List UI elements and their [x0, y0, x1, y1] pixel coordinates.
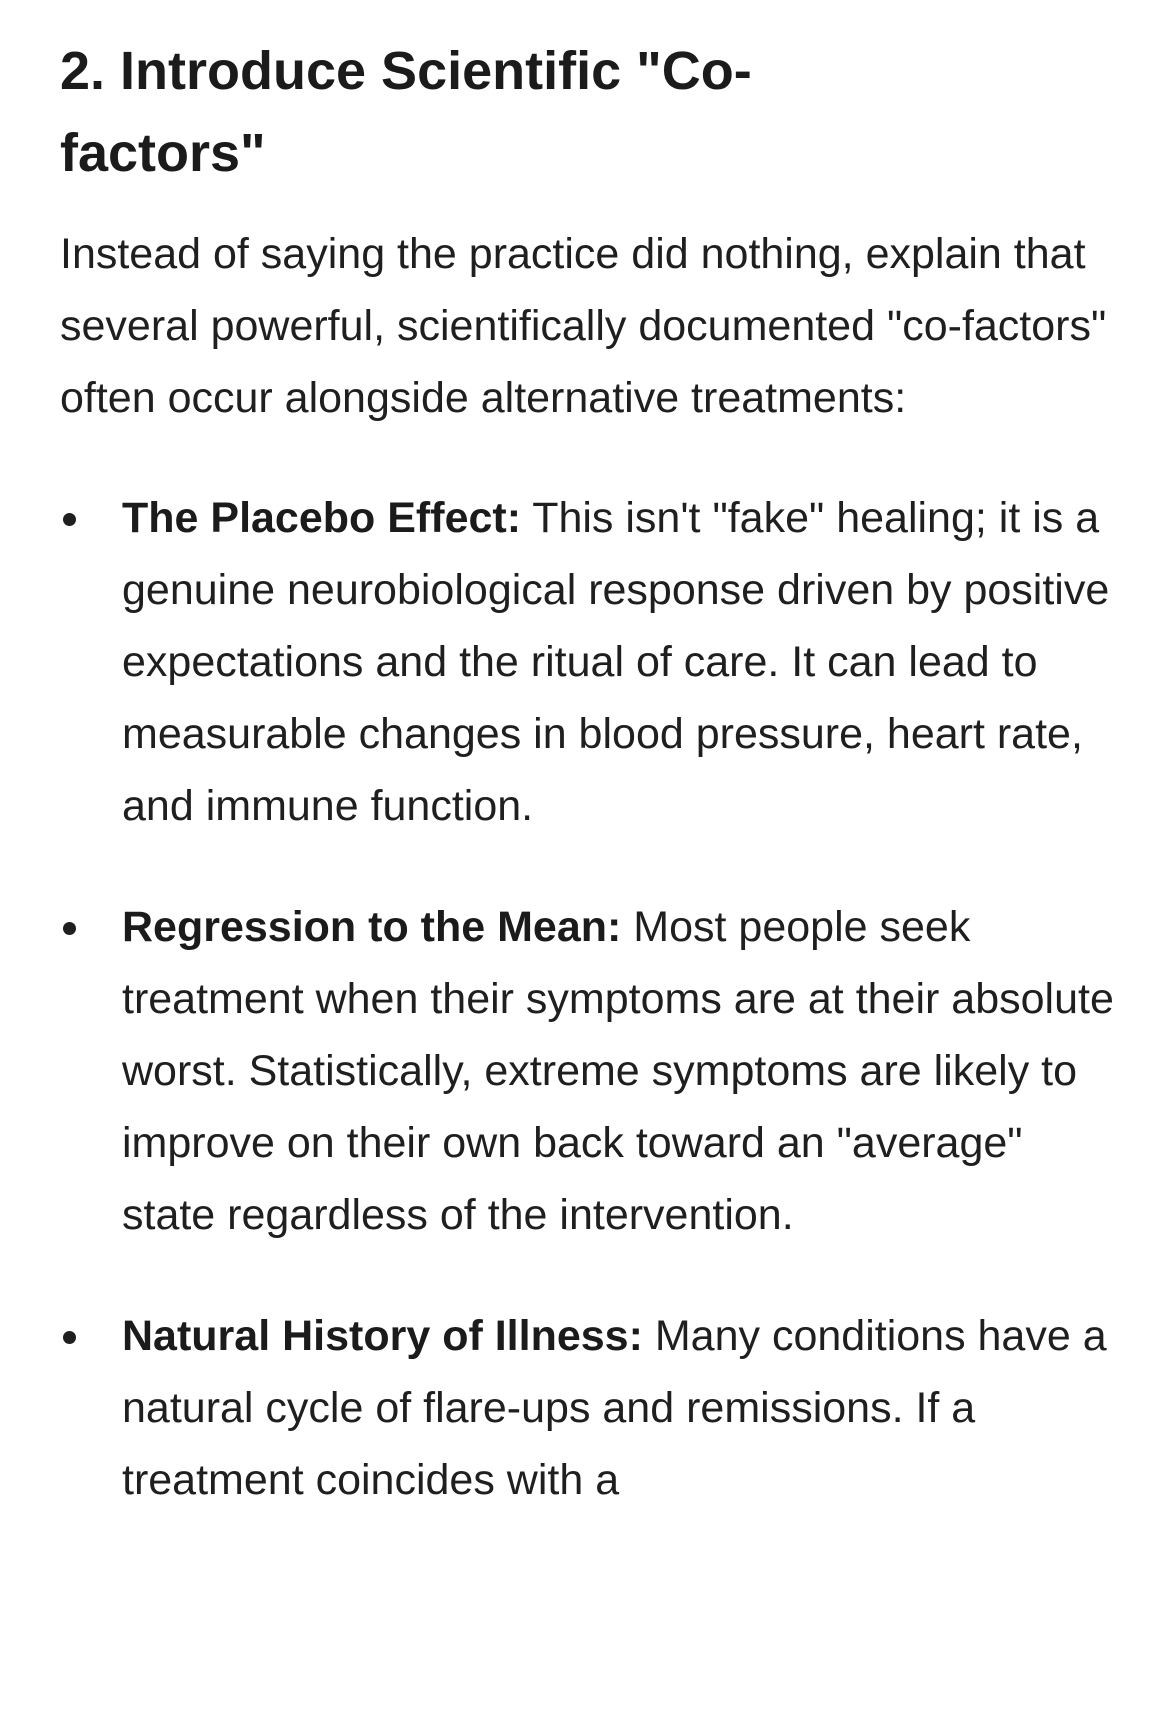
cofactor-description: Most people seek treatment when their symptoms are at their absolute worst. Statistically, extreme symptoms are likely to improve on their own back toward an "average" state regardless of the intervention. — [122, 903, 1114, 1239]
cofactor-list — [60, 482, 1120, 1516]
cofactor-term: The Placebo Effect: — [122, 494, 522, 542]
cofactor-description: Many conditions have a natural cycle of flare-ups and remissions. If a treatment coincides with a — [122, 1312, 1107, 1504]
bullet-icon — [63, 513, 76, 526]
list-item — [60, 891, 1122, 1251]
list-item — [60, 482, 1122, 842]
cofactor-term: Natural History of Illness: — [122, 1312, 643, 1360]
section-heading: 2. Introduce Scientific "Co-factors" — [60, 41, 752, 183]
bullet-icon — [63, 922, 76, 935]
cofactor-term: Regression to the Mean: — [122, 903, 622, 951]
cofactor-description: This isn't "fake" healing; it is a genuine neurobiological response driven by positive expectations and the ritual of care. It can lead to measurable changes in blood pressure, heart rate, and immune function. — [122, 494, 1110, 830]
response-content — [60, 30, 1120, 1565]
bullet-icon — [63, 1331, 76, 1344]
intro-paragraph: Instead of saying the practice did nothing, explain that several powerful, scientifically documented "co-factors" often occur alongside alternative treatments: — [60, 230, 1107, 422]
list-item — [60, 1300, 1122, 1516]
